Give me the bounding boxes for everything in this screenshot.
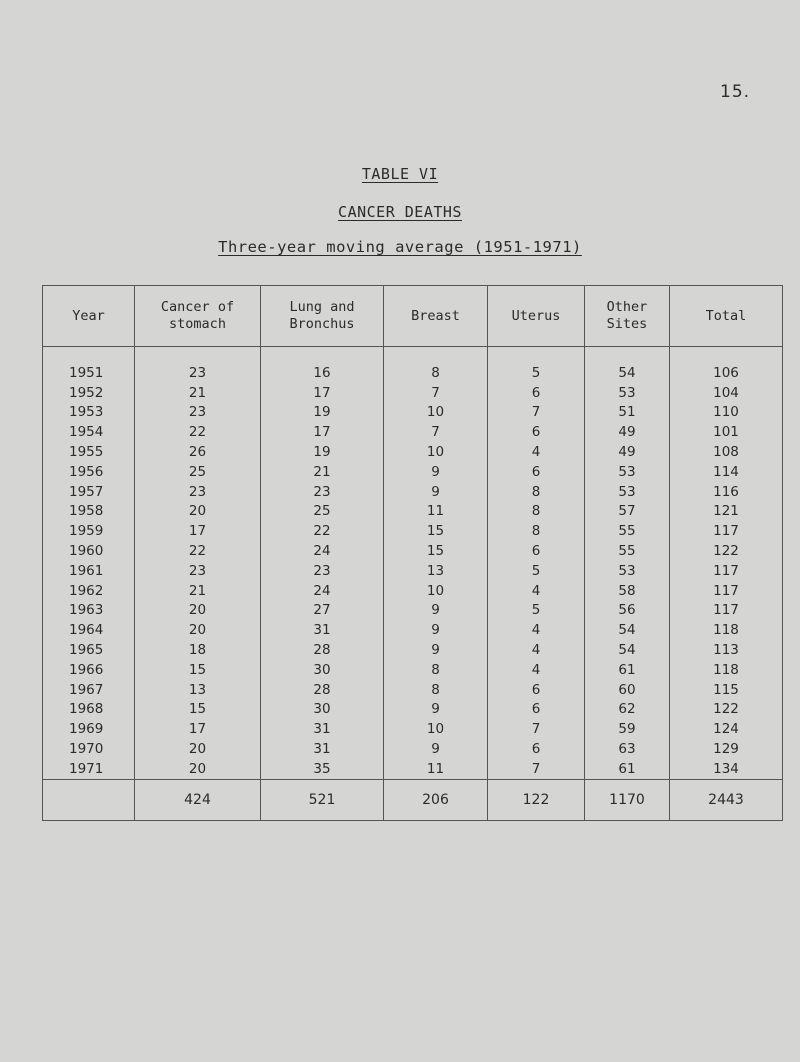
cell-breast: 10 xyxy=(384,581,488,601)
page-number: 15. xyxy=(720,82,751,102)
cell-year: 1965 xyxy=(43,640,135,660)
cell-year: 1953 xyxy=(43,403,135,423)
cell-lung: 31 xyxy=(261,620,384,640)
cell-year: 1952 xyxy=(43,383,135,403)
cell-year: 1961 xyxy=(43,561,135,581)
cell-uterus: 6 xyxy=(488,680,585,700)
cell-lung: 16 xyxy=(261,363,384,383)
cell-stomach: 17 xyxy=(135,521,261,541)
cell-total: 118 xyxy=(670,620,783,640)
cell-other-sites: 53 xyxy=(585,561,670,581)
cell-other-sites: 53 xyxy=(585,482,670,502)
cell-total: 106 xyxy=(670,363,783,383)
cell-year: 1954 xyxy=(43,422,135,442)
table-row xyxy=(43,403,783,423)
cell-lung: 25 xyxy=(261,502,384,522)
cell-total: 101 xyxy=(670,422,783,442)
cell-uterus: 8 xyxy=(488,521,585,541)
cell-other-sites: 54 xyxy=(585,363,670,383)
cell-lung: 22 xyxy=(261,521,384,541)
cell-other-sites: 55 xyxy=(585,541,670,561)
cell-year: 1967 xyxy=(43,680,135,700)
cell-stomach: 26 xyxy=(135,442,261,462)
cell-year: 1963 xyxy=(43,601,135,621)
cell-other-sites: 62 xyxy=(585,700,670,720)
cell-other-sites: 49 xyxy=(585,442,670,462)
cell-breast: 7 xyxy=(384,383,488,403)
table-row xyxy=(43,442,783,462)
cell-breast: 13 xyxy=(384,561,488,581)
cell-stomach: 23 xyxy=(135,482,261,502)
cell-total: 118 xyxy=(670,660,783,680)
cell-breast: 15 xyxy=(384,541,488,561)
cell-uterus: 5 xyxy=(488,363,585,383)
cell-lung: 35 xyxy=(261,759,384,779)
table-row xyxy=(43,759,783,779)
table-body xyxy=(43,347,783,780)
cell-uterus: 6 xyxy=(488,383,585,403)
cell-year: 1971 xyxy=(43,759,135,779)
cell-other-sites: 55 xyxy=(585,521,670,541)
cell-breast: 10 xyxy=(384,403,488,423)
cell-lung: 19 xyxy=(261,403,384,423)
table-row xyxy=(43,700,783,720)
cell-other-sites: 58 xyxy=(585,581,670,601)
cell-lung: 28 xyxy=(261,640,384,660)
cell-year: 1960 xyxy=(43,541,135,561)
cell-stomach: 23 xyxy=(135,363,261,383)
table-row xyxy=(43,680,783,700)
cell-year: 1957 xyxy=(43,482,135,502)
cell-lung: 21 xyxy=(261,462,384,482)
cell-uterus: 7 xyxy=(488,719,585,739)
cell-uterus: 6 xyxy=(488,700,585,720)
table-title xyxy=(0,165,800,183)
cell-other-sites: 56 xyxy=(585,601,670,621)
cancer-deaths-table xyxy=(42,285,783,821)
cell-breast: 8 xyxy=(384,660,488,680)
cell-year: 1951 xyxy=(43,363,135,383)
cell-lung: 30 xyxy=(261,660,384,680)
table-row xyxy=(43,719,783,739)
cell-total: 122 xyxy=(670,700,783,720)
header-breast: Breast xyxy=(384,286,488,347)
table-row xyxy=(43,482,783,502)
header-total: Total xyxy=(670,286,783,347)
cell-year: 1955 xyxy=(43,442,135,462)
cell-other-sites: 60 xyxy=(585,680,670,700)
table-header-row xyxy=(43,286,783,347)
cell-stomach: 20 xyxy=(135,502,261,522)
table-row xyxy=(43,620,783,640)
cell-lung: 17 xyxy=(261,422,384,442)
cell-stomach: 23 xyxy=(135,403,261,423)
header-year: Year xyxy=(43,286,135,347)
cell-uterus: 6 xyxy=(488,739,585,759)
table-row xyxy=(43,739,783,759)
table-spacer-row xyxy=(43,347,783,364)
cell-year: 1964 xyxy=(43,620,135,640)
cell-year: 1962 xyxy=(43,581,135,601)
cell-breast: 10 xyxy=(384,719,488,739)
cell-total: 134 xyxy=(670,759,783,779)
cell-breast: 11 xyxy=(384,502,488,522)
cell-other-sites: 49 xyxy=(585,422,670,442)
cell-stomach: 15 xyxy=(135,700,261,720)
cell-stomach: 13 xyxy=(135,680,261,700)
table-row xyxy=(43,422,783,442)
cell-total: 104 xyxy=(670,383,783,403)
table-row xyxy=(43,541,783,561)
cell-other-sites: 59 xyxy=(585,719,670,739)
cell-lung: 27 xyxy=(261,601,384,621)
cell-total: 129 xyxy=(670,739,783,759)
table-row xyxy=(43,363,783,383)
table-row xyxy=(43,660,783,680)
table-row xyxy=(43,601,783,621)
cell-lung: 19 xyxy=(261,442,384,462)
cell-breast: 11 xyxy=(384,759,488,779)
cell-uterus: 4 xyxy=(488,620,585,640)
cell-stomach: 21 xyxy=(135,383,261,403)
cell-breast: 9 xyxy=(384,739,488,759)
table-subtitle-text: CANCER DEATHS xyxy=(338,203,462,221)
cell-stomach: 18 xyxy=(135,640,261,660)
cell-total: 122 xyxy=(670,541,783,561)
cell-breast: 8 xyxy=(384,363,488,383)
cell-total: 108 xyxy=(670,442,783,462)
table-row xyxy=(43,502,783,522)
cell-other-sites: 61 xyxy=(585,660,670,680)
table-row xyxy=(43,462,783,482)
cell-uterus: 7 xyxy=(488,403,585,423)
cell-breast: 10 xyxy=(384,442,488,462)
table-subtitle xyxy=(0,203,800,221)
cell-lung: 24 xyxy=(261,581,384,601)
cell-uterus: 4 xyxy=(488,581,585,601)
cell-lung: 17 xyxy=(261,383,384,403)
cell-total: 117 xyxy=(670,521,783,541)
cell-other-sites: 53 xyxy=(585,462,670,482)
totals-cell-other-sites: 1170 xyxy=(585,779,670,820)
cell-total: 113 xyxy=(670,640,783,660)
totals-row xyxy=(43,779,783,820)
cell-stomach: 20 xyxy=(135,759,261,779)
cell-breast: 9 xyxy=(384,640,488,660)
cell-year: 1970 xyxy=(43,739,135,759)
cell-uterus: 6 xyxy=(488,462,585,482)
cell-total: 124 xyxy=(670,719,783,739)
cell-year: 1966 xyxy=(43,660,135,680)
cell-stomach: 20 xyxy=(135,620,261,640)
cell-total: 117 xyxy=(670,561,783,581)
cell-other-sites: 63 xyxy=(585,739,670,759)
table-row xyxy=(43,561,783,581)
cell-year: 1968 xyxy=(43,700,135,720)
cell-uterus: 6 xyxy=(488,541,585,561)
cell-stomach: 25 xyxy=(135,462,261,482)
cell-other-sites: 61 xyxy=(585,759,670,779)
totals-cell-breast: 206 xyxy=(384,779,488,820)
header-other-sites: Other Sites xyxy=(585,286,670,347)
cell-uterus: 7 xyxy=(488,759,585,779)
cell-other-sites: 54 xyxy=(585,620,670,640)
cell-total: 121 xyxy=(670,502,783,522)
totals-cell-uterus: 122 xyxy=(488,779,585,820)
cell-total: 117 xyxy=(670,581,783,601)
cell-breast: 9 xyxy=(384,620,488,640)
cell-stomach: 17 xyxy=(135,719,261,739)
cell-year: 1958 xyxy=(43,502,135,522)
cell-stomach: 20 xyxy=(135,601,261,621)
table-caption-text: Three-year moving average (1951-1971) xyxy=(218,238,582,256)
cell-stomach: 15 xyxy=(135,660,261,680)
cell-uterus: 8 xyxy=(488,482,585,502)
header-stomach: Cancer of stomach xyxy=(135,286,261,347)
header-uterus: Uterus xyxy=(488,286,585,347)
cell-breast: 9 xyxy=(384,462,488,482)
cell-uterus: 4 xyxy=(488,660,585,680)
table-title-text: TABLE VI xyxy=(361,165,439,183)
header-lung: Lung and Bronchus xyxy=(261,286,384,347)
cell-other-sites: 53 xyxy=(585,383,670,403)
cell-total: 114 xyxy=(670,462,783,482)
table-row xyxy=(43,640,783,660)
cell-other-sites: 54 xyxy=(585,640,670,660)
cell-year: 1956 xyxy=(43,462,135,482)
cell-total: 117 xyxy=(670,601,783,621)
cell-lung: 31 xyxy=(261,739,384,759)
cell-lung: 28 xyxy=(261,680,384,700)
cell-breast: 9 xyxy=(384,700,488,720)
cell-other-sites: 57 xyxy=(585,502,670,522)
cell-stomach: 22 xyxy=(135,422,261,442)
cell-uterus: 5 xyxy=(488,601,585,621)
totals-cell-total: 2443 xyxy=(670,779,783,820)
cell-stomach: 21 xyxy=(135,581,261,601)
cell-lung: 31 xyxy=(261,719,384,739)
cell-uterus: 4 xyxy=(488,442,585,462)
table-row xyxy=(43,383,783,403)
cell-lung: 23 xyxy=(261,561,384,581)
totals-cell-stomach: 424 xyxy=(135,779,261,820)
cell-breast: 9 xyxy=(384,601,488,621)
cell-lung: 24 xyxy=(261,541,384,561)
cell-total: 115 xyxy=(670,680,783,700)
cell-total: 110 xyxy=(670,403,783,423)
cancer-deaths-table-container xyxy=(42,285,782,821)
cell-breast: 9 xyxy=(384,482,488,502)
cell-breast: 8 xyxy=(384,680,488,700)
cell-year: 1969 xyxy=(43,719,135,739)
cell-stomach: 20 xyxy=(135,739,261,759)
cell-year: 1959 xyxy=(43,521,135,541)
table-row xyxy=(43,581,783,601)
totals-cell-year xyxy=(43,779,135,820)
table-caption xyxy=(0,238,800,256)
cell-uterus: 6 xyxy=(488,422,585,442)
cell-stomach: 23 xyxy=(135,561,261,581)
table-row xyxy=(43,521,783,541)
cell-breast: 7 xyxy=(384,422,488,442)
cell-breast: 15 xyxy=(384,521,488,541)
cell-lung: 30 xyxy=(261,700,384,720)
cell-total: 116 xyxy=(670,482,783,502)
cell-uterus: 4 xyxy=(488,640,585,660)
cell-stomach: 22 xyxy=(135,541,261,561)
cell-other-sites: 51 xyxy=(585,403,670,423)
cell-lung: 23 xyxy=(261,482,384,502)
cell-uterus: 5 xyxy=(488,561,585,581)
cell-uterus: 8 xyxy=(488,502,585,522)
totals-cell-lung: 521 xyxy=(261,779,384,820)
